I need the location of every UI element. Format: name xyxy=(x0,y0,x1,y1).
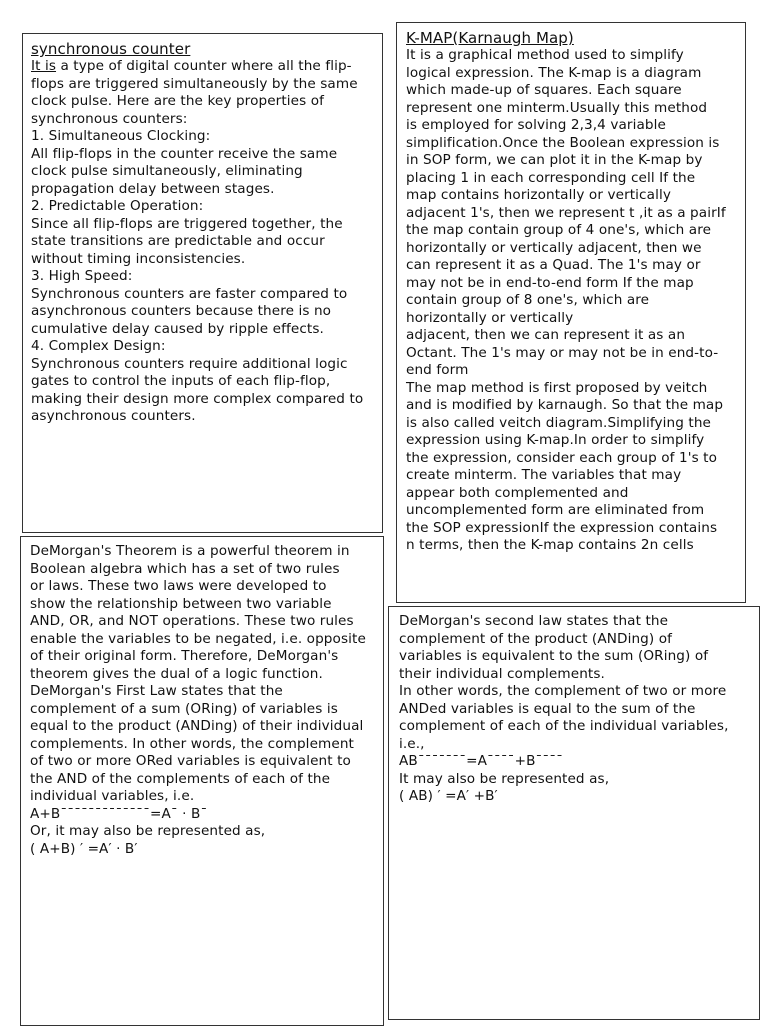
kmap-body xyxy=(406,47,745,555)
text-line: Since all flip-flops are triggered together, the xyxy=(31,215,343,232)
text-line: i.e., xyxy=(399,735,425,752)
text-line: 2. Predictable Operation: xyxy=(31,198,204,214)
formula-line: ( AB) ′ =A′ +B′ xyxy=(399,788,498,804)
text-line: their individual complements. xyxy=(399,665,605,682)
text-line: horizontally or vertically xyxy=(406,309,574,326)
text-line: uncomplemented form are eliminated from xyxy=(406,502,705,518)
text-line: Synchronous counters require additional logic xyxy=(31,355,348,372)
demorgan-first-law-body xyxy=(30,543,383,858)
formula-line: ( A+B) ′ =A′ · B′ xyxy=(30,840,138,857)
text-line: or laws. These two laws were developed to xyxy=(30,578,327,594)
text-line: complements. In other words, the complement xyxy=(30,735,354,752)
text-line: appear both complemented and xyxy=(406,484,629,501)
text-line: It may also be represented as, xyxy=(399,770,610,787)
text-line: complement of the product (ANDing) of xyxy=(399,630,673,647)
text-line: synchronous counters: xyxy=(31,110,188,127)
text-line: of their original form. Therefore, DeMorgan's xyxy=(30,648,339,664)
text-line: simplification.Once the Boolean expression is xyxy=(406,134,720,151)
text-line: is also called veitch diagram.Simplifying the xyxy=(406,414,712,431)
text-line: represent one minterm.Usually this method xyxy=(406,99,708,116)
text-line: of two or more ORed variables is equivalent to xyxy=(30,753,351,769)
text-line: clock pulse simultaneously, eliminating xyxy=(31,163,303,179)
text-line: which made-up of squares. Each square xyxy=(406,82,682,98)
text-line: propagation delay between stages. xyxy=(31,180,275,197)
text-line: expression using K-map.In order to simplify xyxy=(406,432,705,448)
text-line: gates to control the inputs of each flip-flop, xyxy=(31,373,331,389)
text-line: may not be in end-to-end form If the map xyxy=(406,274,694,291)
intro-rest: a type of digital counter where all the flip- xyxy=(56,58,352,74)
text-line: Or, it may also be represented as, xyxy=(30,823,266,839)
text-line: asynchronous counters because there is no xyxy=(31,303,332,319)
text-line: horizontally or vertically adjacent, then we xyxy=(406,239,702,256)
text-line: making their design more complex compared to xyxy=(31,390,364,407)
synchronous-counter-body xyxy=(31,58,382,426)
text-line: clock pulse. Here are the key properties of xyxy=(31,93,325,109)
text-line: DeMorgan's Theorem is a powerful theorem in xyxy=(30,543,350,559)
text-line: DeMorgan's second law states that the xyxy=(399,613,669,629)
formula-line: A+B¯¯¯¯¯¯¯¯¯¯¯¯¯=A¯ · B¯ xyxy=(30,805,208,822)
intro-lead: It is xyxy=(31,58,57,74)
text-line: the AND of the complements of each of the xyxy=(30,770,331,787)
text-line: Synchronous counters are faster compared to xyxy=(31,285,348,302)
text-line: and is modified by karnaugh. So that the map xyxy=(406,397,724,413)
text-line: complement of a sum (ORing) of variables is xyxy=(30,700,338,717)
text-line: is employed for solving 2,3,4 variable xyxy=(406,117,666,133)
text-line: individual variables, i.e. xyxy=(30,788,195,804)
text-line: The map method is first proposed by veitch xyxy=(406,379,708,396)
text-line: 4. Complex Design: xyxy=(31,338,166,354)
demorgan-second-law-body xyxy=(399,613,759,806)
demorgan-first-law-panel xyxy=(20,536,384,1026)
text-line: ANDed variables is equal to the sum of the xyxy=(399,700,696,717)
text-line: theorem gives the dual of a logic function. xyxy=(30,665,323,682)
text-line: the SOP expressionIf the expression contains xyxy=(406,519,718,536)
text-line: map contains horizontally or vertically xyxy=(406,187,671,203)
text-line: logical expression. The K-map is a diagram xyxy=(406,64,702,81)
text-line xyxy=(31,58,382,76)
demorgan-second-law-panel xyxy=(388,606,760,1020)
text-line: show the relationship between two variable xyxy=(30,595,332,612)
text-line: in SOP form, we can plot it in the K-map by xyxy=(406,152,703,168)
formula-line: AB¯¯¯¯¯¯¯=A¯¯¯¯+B¯¯¯¯ xyxy=(399,753,564,769)
text-line: DeMorgan's First Law states that the xyxy=(30,683,283,699)
text-line: create minterm. The variables that may xyxy=(406,467,682,483)
text-line: It is a graphical method used to simplify xyxy=(406,47,684,63)
kmap-title: K-MAP(Karnaugh Map) xyxy=(406,29,574,47)
text-line: flops are triggered simultaneously by the same xyxy=(31,75,358,92)
text-line: cumulative delay caused by ripple effects. xyxy=(31,320,324,337)
text-line: variables is equivalent to the sum (ORing) of xyxy=(399,648,709,664)
text-line: equal to the product (ANDing) of their individual xyxy=(30,718,364,734)
text-line: n terms, then the K-map contains 2n cells xyxy=(406,537,694,553)
kmap-panel xyxy=(396,22,746,603)
text-line: without timing inconsistencies. xyxy=(31,250,246,267)
text-line: In other words, the complement of two or more xyxy=(399,683,727,699)
text-line: Boolean algebra which has a set of two rules xyxy=(30,560,340,577)
text-line: All flip-flops in the counter receive the same xyxy=(31,145,338,162)
text-line: AND, OR, and NOT operations. These two rules xyxy=(30,613,354,629)
text-line: can represent it as a Quad. The 1's may or xyxy=(406,257,701,273)
text-line: adjacent 1's, then we represent t ,it as a pairIf xyxy=(406,204,726,221)
text-line: asynchronous counters. xyxy=(31,408,196,424)
text-line: adjacent, then we can represent it as an xyxy=(406,327,686,343)
text-line: 3. High Speed: xyxy=(31,268,133,284)
text-line: contain group of 8 one's, which are xyxy=(406,292,650,308)
synchronous-counter-title: synchronous counter xyxy=(31,40,191,58)
text-line: enable the variables to be negated, i.e. opposite xyxy=(30,630,366,647)
text-line: the expression, consider each group of 1's to xyxy=(406,449,718,466)
text-line: end form xyxy=(406,362,469,378)
synchronous-counter-panel xyxy=(22,33,383,533)
text-line: 1. Simultaneous Clocking: xyxy=(31,128,211,144)
text-line: placing 1 in each corresponding cell If the xyxy=(406,169,696,186)
text-line: the map contain group of 4 one's, which are xyxy=(406,222,712,238)
text-line: complement of each of the individual variables, xyxy=(399,718,729,734)
text-line: Octant. The 1's may or may not be in end-to- xyxy=(406,344,719,361)
text-line: state transitions are predictable and occur xyxy=(31,233,325,249)
